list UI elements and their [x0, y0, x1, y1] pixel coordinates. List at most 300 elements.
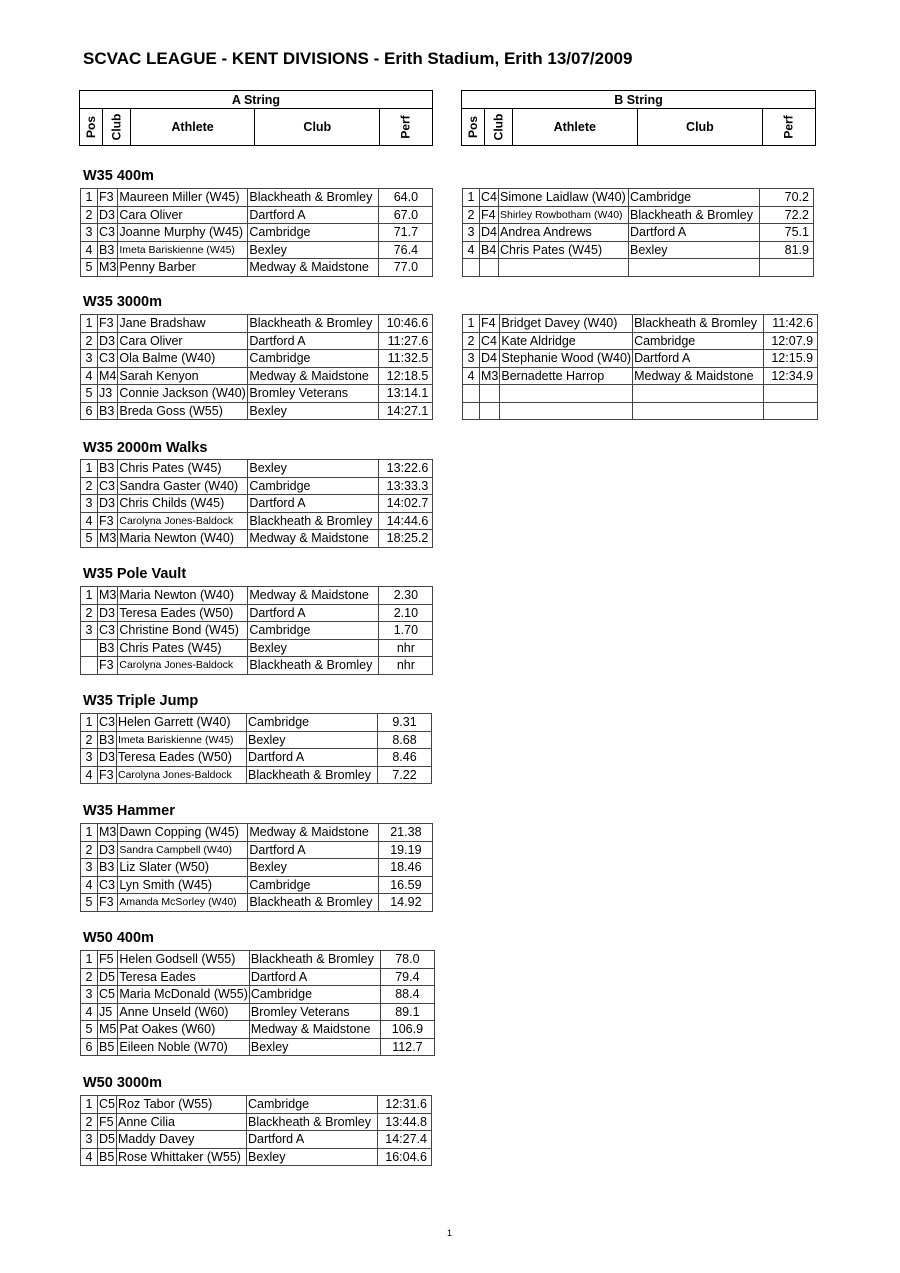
- club-cell: Bexley: [248, 639, 379, 657]
- club-code-cell: C3: [98, 350, 118, 368]
- position-cell: 2: [81, 477, 98, 495]
- table-row: [463, 206, 814, 224]
- athlete-cell: Pat Oakes (W60): [118, 1021, 250, 1039]
- club-code-cell: F3: [98, 766, 117, 784]
- athlete-cell: Teresa Eades (W50): [116, 749, 246, 767]
- athlete-cell: Roz Tabor (W55): [116, 1096, 246, 1114]
- club-cell: Cambridge: [629, 189, 760, 207]
- club-code-cell: D3: [99, 750, 115, 765]
- b-string-header: [461, 90, 816, 146]
- table-row: [81, 206, 433, 224]
- table-row: [81, 495, 433, 513]
- perf-cell: 13:44.8: [377, 1113, 431, 1131]
- club-cell: Medway & Maidstone: [248, 530, 379, 548]
- perf-cell: 12:07.9: [764, 332, 818, 350]
- club-cell: [629, 259, 760, 277]
- position-cell: 4: [81, 367, 98, 385]
- perf-cell: nhr: [379, 639, 433, 657]
- athlete-cell: Cara Oliver: [118, 332, 248, 350]
- athlete-cell: Sarah Kenyon: [118, 367, 248, 385]
- club-code-cell: J5: [98, 1003, 118, 1021]
- table-row: [81, 749, 432, 767]
- perf-cell: 81.9: [760, 241, 814, 259]
- club-cell: Dartford A: [248, 841, 379, 859]
- club-code-cell: C3: [98, 876, 118, 894]
- perf-cell: 14:02.7: [379, 495, 433, 513]
- perf-cell: 16:04.6: [377, 1148, 431, 1166]
- perf-cell: [760, 259, 814, 277]
- athlete-cell: Lyn Smith (W45): [118, 876, 248, 894]
- club-cell: Blackheath & Bromley: [248, 512, 379, 530]
- club-code-cell: [480, 402, 500, 420]
- perf-cell: 16.59: [379, 876, 433, 894]
- position-cell: 1: [81, 824, 98, 842]
- club-code-cell: M3: [99, 531, 117, 546]
- club-cell: Medway & Maidstone: [633, 367, 764, 385]
- athlete-cell: Maureen Miller (W45): [118, 189, 248, 207]
- club-cell: Cambridge: [248, 224, 379, 242]
- club-cell: Bexley: [246, 1148, 377, 1166]
- position-cell: 5: [81, 894, 98, 912]
- club-cell: Blackheath & Bromley: [246, 766, 377, 784]
- athlete-cell: Eileen Noble (W70): [118, 1038, 250, 1056]
- club-header: Club: [255, 109, 380, 146]
- table-row: [81, 530, 433, 548]
- club-cell: Dartford A: [633, 350, 764, 368]
- club-cell: Cambridge: [246, 1096, 377, 1114]
- perf-cell: 64.0: [379, 189, 433, 207]
- table-row: [81, 1021, 435, 1039]
- position-cell: 3: [81, 859, 98, 877]
- club-cell: Bexley: [248, 241, 379, 259]
- position-cell: 1: [81, 951, 98, 969]
- position-cell: [81, 657, 98, 675]
- position-cell: 5: [81, 385, 98, 403]
- perf-cell: 67.0: [379, 206, 433, 224]
- club-code-cell: B4: [480, 241, 499, 259]
- perf-cell: 72.2: [760, 206, 814, 224]
- position-cell: 3: [81, 749, 98, 767]
- position-cell: 4: [81, 876, 98, 894]
- position-cell: 2: [463, 206, 480, 224]
- athlete-cell: Dawn Copping (W45): [118, 824, 248, 842]
- club-code-cell: M3: [481, 368, 499, 383]
- table-row: [81, 1131, 432, 1149]
- table-row: [81, 477, 433, 495]
- athlete-header: Athlete: [130, 109, 255, 146]
- position-cell: 2: [81, 1113, 98, 1131]
- table-row: [81, 657, 433, 675]
- club-code-cell: C3: [98, 622, 118, 640]
- perf-cell: 13:14.1: [379, 385, 433, 403]
- club-code-cell: [480, 259, 499, 277]
- position-cell: 4: [81, 1148, 98, 1166]
- club-cell: Blackheath & Bromley: [633, 315, 764, 333]
- position-cell: 2: [81, 604, 98, 622]
- position-cell: 3: [81, 224, 98, 242]
- a-string-table: [80, 950, 435, 1056]
- club-code-cell: D3: [98, 206, 118, 224]
- position-cell: 3: [81, 495, 98, 513]
- athlete-cell: Connie Jackson (W40): [118, 385, 248, 403]
- club-code-cell: B5: [98, 1038, 118, 1056]
- athlete-cell: Imeta Bariskienne (W45): [116, 731, 246, 749]
- table-row: [463, 402, 818, 420]
- club-code-header: Club: [103, 109, 131, 146]
- club-code-cell: B3: [98, 639, 118, 657]
- club-code-cell: D4: [481, 225, 497, 240]
- club-cell: Dartford A: [248, 206, 379, 224]
- athlete-cell: Cara Oliver: [118, 206, 248, 224]
- athlete-cell: Ola Balme (W40): [118, 350, 248, 368]
- perf-cell: 14:27.1: [379, 402, 433, 420]
- perf-cell: 21.38: [379, 824, 433, 842]
- event-title: W35 Triple Jump: [83, 693, 199, 709]
- table-row: [81, 859, 433, 877]
- pos-header: Pos: [462, 109, 485, 146]
- club-cell: Blackheath & Bromley: [248, 315, 379, 333]
- event-title: W50 400m: [83, 930, 154, 946]
- table-row: [81, 876, 433, 894]
- athlete-cell: Stephanie Wood (W40): [501, 351, 632, 366]
- club-code-cell: B3: [98, 460, 118, 478]
- perf-cell: 19.19: [379, 841, 433, 859]
- table-row: [463, 385, 818, 403]
- club-code-cell: F3: [98, 189, 118, 207]
- club-code-cell: M5: [99, 1022, 117, 1037]
- perf-cell: 12:18.5: [379, 367, 433, 385]
- club-cell: Cambridge: [249, 986, 380, 1004]
- perf-cell: 11:42.6: [764, 315, 818, 333]
- position-cell: 4: [463, 241, 480, 259]
- table-row: [81, 714, 432, 732]
- club-cell: Bexley: [249, 1038, 380, 1056]
- perf-cell: 11:32.5: [379, 350, 433, 368]
- club-code-header: Club: [485, 109, 513, 146]
- perf-cell: 106.9: [380, 1021, 434, 1039]
- athlete-cell: Maddy Davey: [116, 1131, 246, 1149]
- position-cell: 4: [463, 367, 480, 385]
- athlete-cell: Anne Cilia: [116, 1113, 246, 1131]
- athlete-cell: Bridget Davey (W40): [500, 315, 633, 333]
- table-row: [463, 259, 814, 277]
- athlete-cell: Sandra Gaster (W40): [118, 477, 248, 495]
- table-row: [81, 1038, 435, 1056]
- table-row: [81, 1113, 432, 1131]
- club-cell: Cambridge: [248, 350, 379, 368]
- position-cell: 5: [81, 530, 98, 548]
- perf-cell: 12:31.6: [377, 1096, 431, 1114]
- club-code-cell: B3: [98, 859, 118, 877]
- perf-cell: [764, 402, 818, 420]
- club-header: Club: [637, 109, 762, 146]
- perf-cell: 75.1: [760, 224, 814, 242]
- perf-cell: 14:44.6: [379, 512, 433, 530]
- position-cell: 3: [81, 986, 98, 1004]
- club-cell: Dartford A: [249, 968, 380, 986]
- club-code-cell: F3: [98, 657, 118, 675]
- perf-cell: 79.4: [380, 968, 434, 986]
- club-cell: Dartford A: [248, 604, 379, 622]
- a-string-table: [80, 823, 433, 912]
- club-cell: Blackheath & Bromley: [629, 206, 760, 224]
- a-string-header: [79, 90, 433, 146]
- table-row: [81, 315, 433, 333]
- club-cell: Medway & Maidstone: [248, 259, 379, 277]
- club-code-cell: M3: [99, 588, 117, 603]
- position-cell: 4: [81, 241, 98, 259]
- position-cell: 5: [81, 259, 98, 277]
- perf-header: Perf: [380, 109, 433, 146]
- pos-header: Pos: [80, 109, 103, 146]
- athlete-cell: Bernadette Harrop: [500, 367, 633, 385]
- club-cell: Blackheath & Bromley: [248, 894, 379, 912]
- club-cell: Bexley: [248, 460, 379, 478]
- position-cell: [81, 639, 98, 657]
- table-row: [81, 385, 433, 403]
- table-row: [81, 402, 433, 420]
- club-code-cell: D3: [98, 604, 118, 622]
- position-cell: 4: [81, 512, 98, 530]
- position-cell: 1: [81, 315, 98, 333]
- event-title: W35 3000m: [83, 294, 162, 310]
- athlete-cell: [499, 259, 629, 277]
- club-code-cell: C4: [481, 190, 497, 205]
- table-row: [81, 350, 433, 368]
- position-cell: 3: [81, 622, 98, 640]
- position-cell: [463, 259, 480, 277]
- perf-cell: 8.68: [377, 731, 431, 749]
- athlete-cell: Simone Laidlaw (W40): [499, 189, 629, 207]
- position-cell: 1: [81, 460, 98, 478]
- club-code-cell: C4: [480, 332, 500, 350]
- club-code-cell: B3: [98, 241, 118, 259]
- perf-cell: 89.1: [380, 1003, 434, 1021]
- club-cell: Dartford A: [248, 332, 379, 350]
- a-string-table: [80, 314, 433, 420]
- event-title: W35 Hammer: [83, 803, 175, 819]
- table-row: [81, 367, 433, 385]
- position-cell: 3: [81, 1131, 98, 1149]
- athlete-cell: Imeta Bariskienne (W45): [118, 241, 248, 259]
- club-code-cell: F3: [98, 894, 118, 912]
- position-cell: 1: [81, 714, 98, 732]
- table-row: [81, 766, 432, 784]
- perf-cell: 9.31: [377, 714, 431, 732]
- club-cell: Bromley Veterans: [249, 1003, 380, 1021]
- position-cell: 2: [81, 841, 98, 859]
- club-cell: Cambridge: [248, 622, 379, 640]
- table-row: [81, 951, 435, 969]
- perf-cell: 18.46: [379, 859, 433, 877]
- athlete-cell: Chris Childs (W45): [118, 495, 248, 513]
- club-cell: Cambridge: [248, 477, 379, 495]
- table-row: [81, 968, 435, 986]
- position-cell: 3: [81, 350, 98, 368]
- position-cell: 2: [81, 731, 98, 749]
- athlete-cell: Carolyna Jones-Baldock: [116, 766, 246, 784]
- club-code-cell: D5: [99, 1132, 115, 1147]
- athlete-cell: Amanda McSorley (W40): [118, 894, 248, 912]
- position-cell: 2: [463, 332, 480, 350]
- athlete-cell: Jane Bradshaw: [118, 315, 248, 333]
- b-string-label: B String: [462, 91, 816, 109]
- position-cell: 4: [81, 1003, 98, 1021]
- athlete-header: Athlete: [512, 109, 637, 146]
- table-row: [81, 639, 433, 657]
- club-cell: Medway & Maidstone: [249, 1021, 380, 1039]
- athlete-cell: Maria Newton (W40): [118, 530, 248, 548]
- table-row: [81, 189, 433, 207]
- club-code-cell: C3: [98, 224, 118, 242]
- club-code-cell: B3: [98, 402, 118, 420]
- club-cell: Bromley Veterans: [248, 385, 379, 403]
- club-code-cell: M4: [99, 368, 117, 383]
- table-row: [81, 332, 433, 350]
- club-cell: Medway & Maidstone: [248, 587, 379, 605]
- perf-cell: 14.92: [379, 894, 433, 912]
- table-row: [81, 824, 433, 842]
- club-code-cell: J3: [98, 385, 118, 403]
- table-row: [81, 224, 433, 242]
- position-cell: 3: [463, 224, 480, 242]
- club-cell: Bexley: [248, 402, 379, 420]
- club-cell: Blackheath & Bromley: [248, 657, 379, 675]
- perf-cell: 2.30: [379, 587, 433, 605]
- event-title: W35 2000m Walks: [83, 440, 208, 456]
- table-row: [81, 1003, 435, 1021]
- athlete-cell: Chris Pates (W45): [118, 460, 248, 478]
- club-cell: Dartford A: [629, 224, 760, 242]
- club-cell: Dartford A: [246, 1131, 377, 1149]
- athlete-cell: Carolyna Jones-Baldock: [118, 512, 248, 530]
- table-row: [463, 241, 814, 259]
- club-code-cell: F4: [480, 206, 499, 224]
- page-title: SCVAC LEAGUE - KENT DIVISIONS - Erith Stadium, Erith 13/07/2009: [83, 49, 633, 68]
- athlete-cell: Chris Pates (W45): [118, 639, 248, 657]
- club-cell: Blackheath & Bromley: [248, 189, 379, 207]
- position-cell: [463, 402, 480, 420]
- position-cell: 2: [81, 206, 98, 224]
- position-cell: 2: [81, 968, 98, 986]
- position-cell: 1: [81, 1096, 98, 1114]
- perf-cell: 8.46: [377, 749, 431, 767]
- table-row: [81, 1096, 432, 1114]
- perf-cell: 13:33.3: [379, 477, 433, 495]
- athlete-cell: Anne Unseld (W60): [118, 1003, 250, 1021]
- athlete-cell: Carolyna Jones-Baldock: [118, 657, 248, 675]
- athlete-cell: Joanne Murphy (W45): [118, 224, 248, 242]
- table-row: [81, 604, 433, 622]
- perf-cell: 10:46.6: [379, 315, 433, 333]
- table-row: [81, 259, 433, 277]
- athlete-cell: Breda Goss (W55): [118, 402, 248, 420]
- position-cell: 1: [81, 189, 98, 207]
- club-code-cell: M3: [99, 260, 117, 275]
- a-string-table: [80, 586, 433, 675]
- athlete-cell: Penny Barber: [118, 259, 248, 277]
- table-row: [81, 512, 433, 530]
- table-row: [81, 241, 433, 259]
- perf-cell: 71.7: [379, 224, 433, 242]
- perf-header: Perf: [763, 109, 816, 146]
- athlete-cell: Christine Bond (W45): [118, 622, 248, 640]
- a-string-table: [80, 188, 433, 277]
- club-code-cell: F3: [98, 512, 118, 530]
- position-cell: 5: [81, 1021, 98, 1039]
- club-code-cell: D4: [480, 350, 500, 368]
- a-string-label: A String: [80, 91, 433, 109]
- club-cell: Blackheath & Bromley: [249, 951, 380, 969]
- club-cell: Bexley: [248, 859, 379, 877]
- perf-cell: 12:15.9: [764, 350, 818, 368]
- club-code-cell: D5: [98, 968, 118, 986]
- club-cell: Medway & Maidstone: [248, 367, 379, 385]
- club-cell: [633, 385, 764, 403]
- club-cell: Blackheath & Bromley: [246, 1113, 377, 1131]
- perf-cell: 7.22: [377, 766, 431, 784]
- club-code-cell: D3: [98, 841, 118, 859]
- club-cell: Medway & Maidstone: [248, 824, 379, 842]
- athlete-cell: Sandra Campbell (W40): [118, 841, 248, 859]
- club-code-cell: D3: [98, 332, 118, 350]
- position-cell: 1: [81, 587, 98, 605]
- perf-cell: 70.2: [760, 189, 814, 207]
- club-cell: Dartford A: [246, 749, 377, 767]
- athlete-cell: Teresa Eades (W50): [118, 604, 248, 622]
- a-string-table: [80, 713, 432, 784]
- table-row: [81, 894, 433, 912]
- table-row: [81, 1148, 432, 1166]
- page-number: 1: [447, 1228, 453, 1238]
- athlete-cell: Rose Whittaker (W55): [116, 1148, 246, 1166]
- club-code-cell: F5: [98, 951, 118, 969]
- event-title: W50 3000m: [83, 1075, 162, 1091]
- table-row: [463, 332, 818, 350]
- perf-cell: 88.4: [380, 986, 434, 1004]
- table-row: [81, 986, 435, 1004]
- perf-cell: 13:22.6: [379, 460, 433, 478]
- club-code-cell: C3: [98, 477, 118, 495]
- perf-cell: 18:25.2: [379, 530, 433, 548]
- club-cell: Dartford A: [248, 495, 379, 513]
- table-row: [463, 350, 818, 368]
- table-row: [463, 315, 818, 333]
- position-cell: [463, 385, 480, 403]
- a-string-table: [80, 1095, 432, 1166]
- position-cell: 1: [463, 189, 480, 207]
- club-code-cell: F5: [98, 1113, 117, 1131]
- club-code-cell: F4: [480, 315, 500, 333]
- club-code-cell: M3: [99, 825, 117, 840]
- perf-cell: 77.0: [379, 259, 433, 277]
- perf-cell: 112.7: [380, 1038, 434, 1056]
- athlete-cell: Teresa Eades: [118, 968, 250, 986]
- perf-cell: 76.4: [379, 241, 433, 259]
- a-string-table: [80, 459, 433, 548]
- athlete-cell: Helen Garrett (W40): [116, 714, 246, 732]
- perf-cell: [764, 385, 818, 403]
- club-cell: [633, 402, 764, 420]
- position-cell: 4: [81, 766, 98, 784]
- table-row: [81, 460, 433, 478]
- club-code-cell: [480, 385, 500, 403]
- table-row: [81, 841, 433, 859]
- perf-cell: 2.10: [379, 604, 433, 622]
- club-code-cell: C5: [99, 1097, 115, 1112]
- table-row: [463, 189, 814, 207]
- club-cell: Cambridge: [246, 714, 377, 732]
